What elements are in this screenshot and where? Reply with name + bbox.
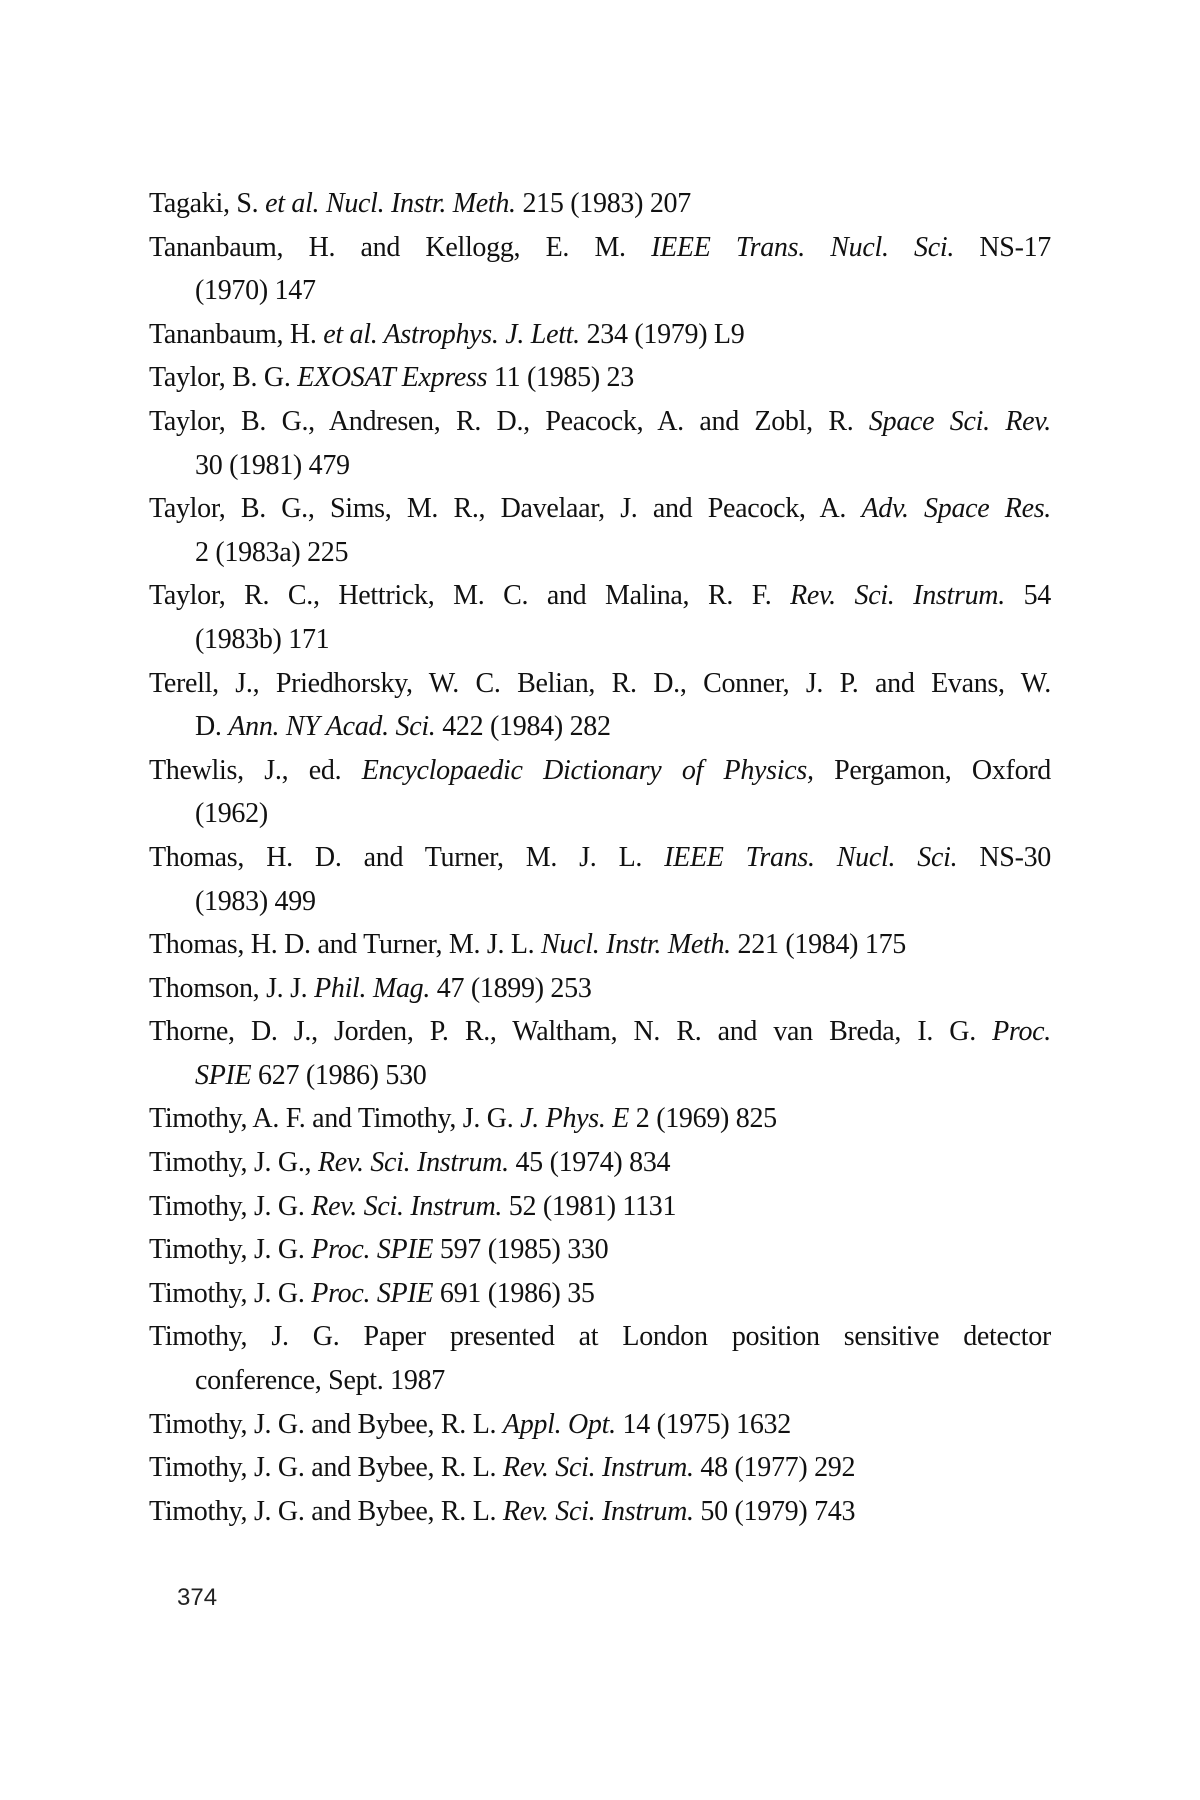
reference-text: 47 (1899) 253 [430,972,592,1004]
reference-entry [149,967,1051,1011]
reference-text: NS-17 [954,231,1051,263]
reference-text: Thorne, D. J., Jorden, P. R., Waltham, N. R. and van Breda, I. G. [149,1016,993,1048]
reference-first-line [149,487,1051,531]
reference-journal-text: IEEE Trans. Nucl. Sci. [664,841,958,873]
reference-text: Tagaki, S. [149,188,266,219]
reference-text: Thomson, J. J. [149,972,315,1004]
reference-journal-text: Nucl. Instr. Meth. [541,929,731,961]
reference-first-line [149,967,1051,1011]
reference-text: Taylor, B. G. [149,362,298,394]
reference-first-line [149,1228,1051,1272]
reference-entry [149,1490,1051,1534]
reference-entry [149,1272,1051,1316]
reference-first-line [149,923,1051,967]
reference-first-line [149,1185,1051,1229]
reference-first-line [149,1446,1051,1490]
reference-first-line [149,356,1051,400]
page-number: 374 [177,1584,218,1611]
reference-first-line [149,1403,1051,1447]
reference-first-line [149,836,1051,880]
reference-first-line [149,662,1051,706]
reference-entry [149,1141,1051,1185]
reference-entry [149,1315,1051,1402]
reference-text: (1962) [195,798,268,830]
reference-entry [149,836,1051,923]
reference-text: Taylor, B. G., Andresen, R. D., Peacock, A. and Zobl, R. [149,405,869,437]
reference-journal-text: Proc. SPIE [311,1234,434,1266]
reference-journal-text: et al. Nucl. Instr. Meth. [265,188,516,219]
reference-text: Timothy, J. G. and Bybee, R. L. [149,1452,503,1484]
reference-text: Taylor, B. G., Sims, M. R., Davelaar, J. and Peacock, A. [149,493,862,525]
reference-text: 2 (1983a) 225 [195,536,349,568]
reference-first-line [149,313,1051,357]
reference-text: Thomas, H. D. and Turner, M. J. L. [149,929,542,961]
reference-text: Timothy, J. G. Paper presented at London position sensitive detector [149,1321,1051,1353]
reference-text: Terell, J., Priedhorsky, W. C. Belian, R. D., Conner, J. P. and Evans, W. [149,667,1051,699]
reference-text: NS-30 [957,841,1051,873]
reference-entry [149,662,1051,749]
reference-first-line [149,400,1051,444]
reference-text: (1983) 499 [195,885,316,917]
reference-text: Timothy, J. G., [149,1147,318,1179]
reference-entry [149,1403,1051,1447]
reference-entry [149,923,1051,967]
reference-journal-text: SPIE [195,1059,252,1091]
reference-entry [149,356,1051,400]
reference-journal-text: Phil. Mag. [314,972,431,1004]
reference-text: Pergamon, Oxford [813,754,1051,786]
reference-text: 422 (1984) 282 [435,711,611,743]
reference-journal-text: Encyclopaedic Dictionary of Physics, [361,754,814,786]
reference-text: 11 (1985) 23 [487,362,634,394]
reference-text: Timothy, J. G. [149,1234,312,1266]
reference-entry [149,1185,1051,1229]
reference-text: Taylor, R. C., Hettrick, M. C. and Malina, R. F. [149,580,791,612]
reference-text: 50 (1979) 743 [693,1495,856,1527]
reference-text: D. [195,711,229,743]
reference-text: 597 (1985) 330 [433,1234,609,1266]
reference-entry [149,1446,1051,1490]
reference-entry [149,574,1051,661]
reference-entry [149,226,1051,313]
reference-journal-text: J. Phys. E [520,1103,630,1135]
reference-entry [149,313,1051,357]
reference-entry [149,749,1051,836]
reference-entry [149,400,1051,487]
reference-continuation-line [149,705,1051,749]
reference-journal-text: Proc. [992,1016,1051,1048]
reference-text: 691 (1986) 35 [433,1277,595,1309]
reference-text: Timothy, A. F. and Timothy, J. G. [149,1103,521,1135]
reference-continuation-line [149,792,1051,836]
reference-first-line [149,1272,1051,1316]
reference-text: Tananbaum, H. [149,318,324,350]
reference-entry [149,487,1051,574]
reference-journal-text: et al. Astrophys. J. Lett. [323,318,580,350]
reference-text: 221 (1984) 175 [730,929,907,961]
reference-text: 627 (1986) 530 [251,1059,427,1091]
reference-text: (1983b) 171 [195,623,330,655]
reference-journal-text: Proc. SPIE [311,1277,434,1309]
reference-first-line [149,1490,1051,1534]
reference-text: 48 (1977) 292 [693,1452,856,1484]
reference-entry [149,182,1051,226]
reference-text: Timothy, J. G. [149,1277,312,1309]
reference-journal-text: Adv. Space Res. [861,493,1051,525]
reference-text: conference, Sept. 1987 [195,1365,445,1397]
reference-text: Timothy, J. G. [149,1190,312,1222]
reference-text: Thewlis, J., ed. [149,754,362,786]
reference-text: (1970) 147 [195,275,316,307]
reference-text: 45 (1974) 834 [508,1147,671,1179]
reference-text: 234 (1979) L9 [579,318,745,350]
reference-continuation-line [149,1359,1051,1403]
reference-continuation-line [149,269,1051,313]
reference-first-line [149,226,1051,270]
reference-text: 14 (1975) 1632 [615,1408,791,1440]
reference-text: 215 (1983) 207 [515,188,691,219]
reference-first-line [149,574,1051,618]
reference-first-line [149,1010,1051,1054]
reference-journal-text: EXOSAT Express [297,362,488,394]
reference-continuation-line [149,1054,1051,1098]
reference-text: Timothy, J. G. and Bybee, R. L. [149,1495,503,1527]
reference-text: Tananbaum, H. and Kellogg, E. M. [149,231,652,263]
reference-first-line [149,1315,1051,1359]
reference-text: 52 (1981) 1131 [502,1190,677,1222]
reference-first-line [149,1097,1051,1141]
reference-journal-text: Appl. Opt. [502,1408,616,1440]
reference-entry [149,1228,1051,1272]
reference-continuation-line [149,618,1051,662]
reference-continuation-line [149,880,1051,924]
reference-journal-text: Rev. Sci. Instrum. [502,1495,694,1527]
reference-text: Thomas, H. D. and Turner, M. J. L. [149,841,665,873]
reference-continuation-line [149,444,1051,488]
reference-text: 54 [1004,580,1051,612]
reference-text: 30 (1981) 479 [195,449,350,481]
reference-first-line [149,1141,1051,1185]
reference-continuation-line [149,531,1051,575]
reference-first-line [149,182,1051,226]
reference-first-line [149,749,1051,793]
reference-text: 2 (1969) 825 [629,1103,777,1135]
reference-journal-text: Rev. Sci. Instrum. [502,1452,694,1484]
reference-journal-text: Rev. Sci. Instrum. [317,1147,509,1179]
reference-journal-text: Rev. Sci. Instrum. [790,580,1005,612]
reference-journal-text: Rev. Sci. Instrum. [311,1190,503,1222]
reference-text: Timothy, J. G. and Bybee, R. L. [149,1408,503,1440]
reference-list [149,182,1051,1533]
reference-journal-text: Ann. NY Acad. Sci. [228,711,436,743]
reference-journal-text: Space Sci. Rev. [868,405,1051,437]
reference-journal-text: IEEE Trans. Nucl. Sci. [651,231,955,263]
reference-entry [149,1097,1051,1141]
reference-entry [149,1010,1051,1097]
